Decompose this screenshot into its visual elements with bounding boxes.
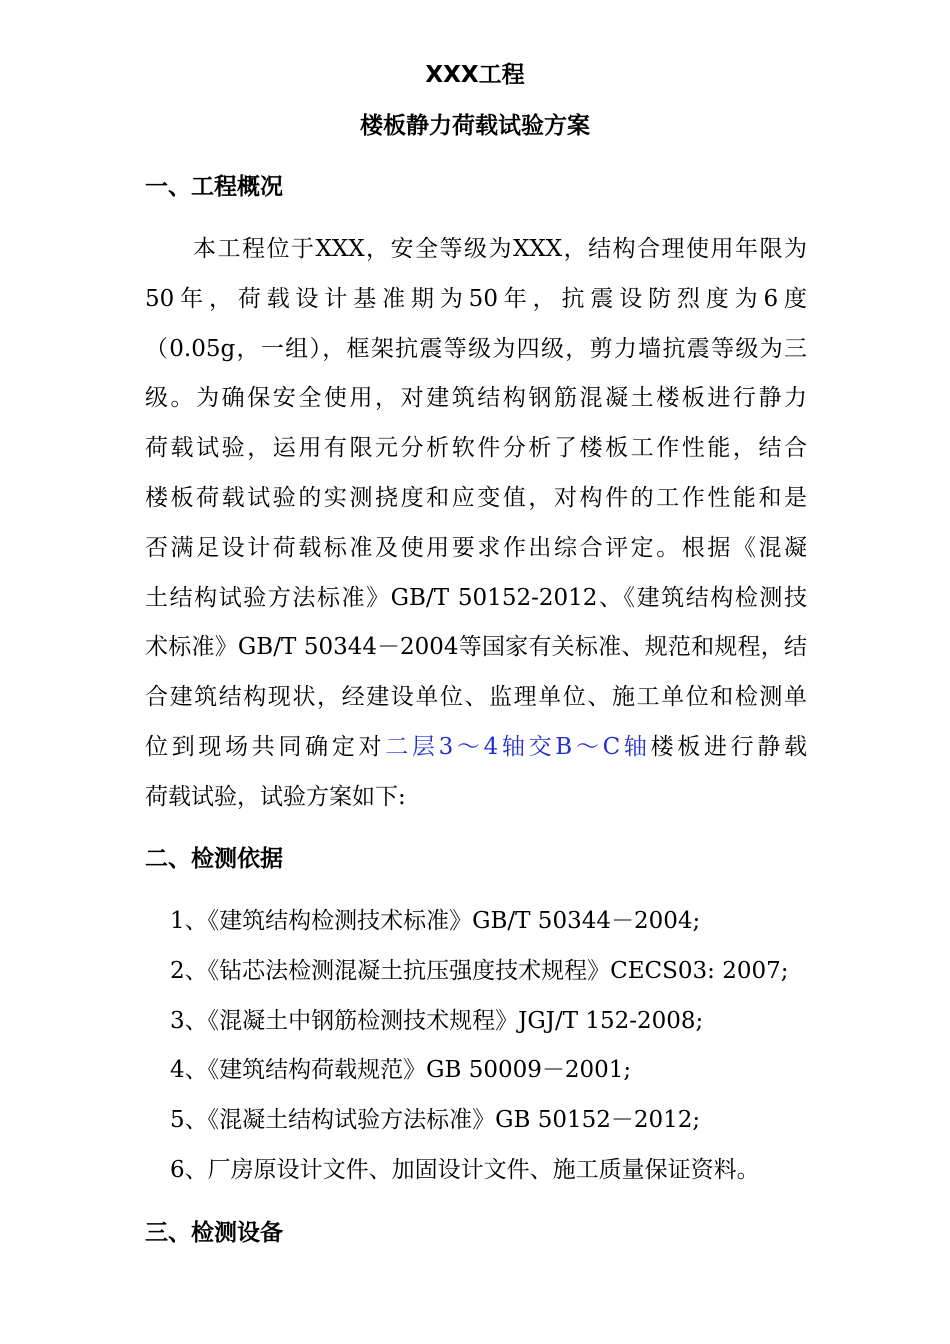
- section-heading-overview: 一、工程概况: [145, 174, 283, 200]
- reference-item: 6、厂房原设计文件、加固设计文件、施工质量保证资料。: [170, 1157, 760, 1183]
- reference-item: 5、《混凝土结构试验方法标准》GB 50152－2012;: [170, 1107, 701, 1133]
- reference-item: 1、《建筑结构检测技术标准》GB/T 50344－2004;: [170, 908, 701, 934]
- paragraph-line: 荷载试验，运用有限元分析软件分析了楼板工作性能，结合: [145, 435, 807, 461]
- paragraph-line: 土结构试验方法标准》GB/T 50152-2012、《建筑结构检测技: [145, 585, 807, 611]
- paragraph-line: 楼板荷载试验的实测挠度和应变值，对构件的工作性能和是: [145, 485, 807, 511]
- paragraph-line-prefix: 位到现场共同确定对: [145, 734, 386, 760]
- paragraph-line: 本工程位于XXX，安全等级为XXX，结构合理使用年限为: [193, 236, 807, 262]
- paragraph-line-with-highlight: [145, 730, 807, 764]
- section-heading-equipment: 三、检测设备: [145, 1220, 283, 1246]
- paragraph-line: 级。为确保安全使用，对建筑结构钢筋混凝土楼板进行静力: [145, 385, 807, 411]
- paragraph-line: 荷载试验，试验方案如下:: [145, 784, 406, 810]
- reference-item: 4、《建筑结构荷载规范》GB 50009－2001;: [170, 1057, 632, 1083]
- paragraph-line: 否满足设计荷载标准及使用要求作出综合评定。根据《混凝: [145, 535, 807, 561]
- paragraph-line: 合建筑结构现状，经建设单位、监理单位、施工单位和检测单: [145, 684, 807, 710]
- section-heading-basis: 二、检测依据: [145, 846, 283, 872]
- reference-item: 2、《钻芯法检测混凝土抗压强度技术规程》CECS03: 2007;: [170, 958, 789, 984]
- paragraph-line: 术标准》GB/T 50344－2004等国家有关标准、规范和规程，结: [145, 634, 807, 660]
- document-subtitle: 楼板静力荷载试验方案: [360, 113, 590, 139]
- paragraph-line: （0.05g，一组），框架抗震等级为四级，剪力墙抗震等级为三: [145, 336, 807, 362]
- paragraph-line-suffix: 楼板进行静载: [650, 734, 807, 760]
- reference-item: 3、《混凝土中钢筋检测技术规程》JGJ/T 152-2008;: [170, 1008, 704, 1034]
- paragraph-line: 50年，荷载设计基准期为50年，抗震设防烈度为6度: [145, 286, 807, 312]
- document-title: XXX工程: [425, 62, 525, 88]
- highlighted-location-text: 二层3～4轴交B～C轴: [385, 734, 651, 760]
